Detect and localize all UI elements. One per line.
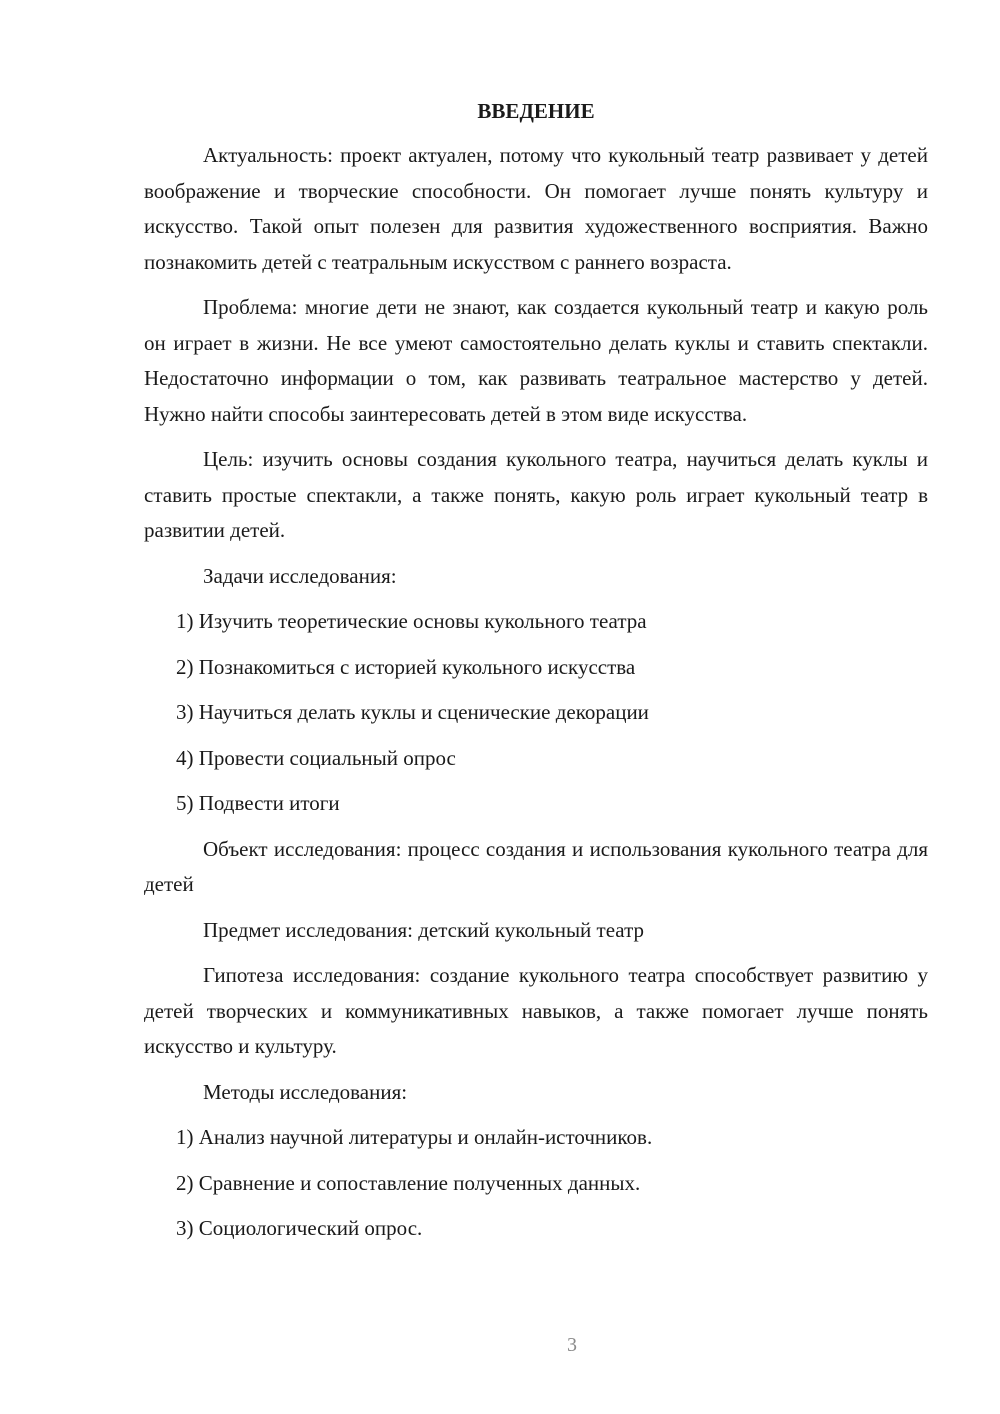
page-content	[144, 96, 928, 1257]
list-item: 5) Подвести итоги	[176, 791, 340, 815]
list-item: 1) Изучить теоретические основы кукольного театра	[176, 609, 647, 633]
object-paragraph: Объект исследования: процесс создания и использования кукольного театра для детей	[144, 836, 928, 896]
goal-paragraph: Цель: изучить основы создания кукольного театра, научиться делать куклы и ставить простые спектакли, а также понять, какую роль играет кукольный театр в развитии детей.	[144, 447, 928, 542]
tasks-label: Задачи исследования:	[203, 563, 397, 588]
list-item: 2) Сравнение и сопоставление полученных данных.	[176, 1170, 641, 1195]
tasks-list	[144, 604, 928, 822]
methods-label: Методы исследования:	[203, 1079, 408, 1104]
section-heading: ВВЕДЕНИЕ	[477, 99, 595, 123]
hypothesis-paragraph: Гипотеза исследования: создание кукольного театра способствует развитию у детей творческих и коммуникативных навыков, а также помогает лучше понять искусство и культуру.	[144, 963, 928, 1058]
subject-paragraph: Предмет исследования: детский кукольный театр	[203, 917, 645, 942]
list-item: 2) Познакомиться с историей кукольного искусства	[176, 654, 636, 679]
list-item: 3) Научиться делать куклы и сценические декорации	[176, 700, 649, 724]
list-item: 1) Анализ научной литературы и онлайн-источников.	[176, 1125, 653, 1149]
problem-paragraph: Проблема: многие дети не знают, как создается кукольный театр и какую роль он играет в жизни. Не все умеют самостоятельно делать куклы и ставить спектакли. Недостаточно информации о том, как развивать театральное мастерство у детей. Нужно найти способы заинтересовать детей в этом виде искусства.	[144, 295, 928, 426]
list-item: 4) Провести социальный опрос	[176, 745, 456, 770]
relevance-paragraph: Актуальность: проект актуален, потому что кукольный театр развивает у детей воображение и творческие способности. Он помогает лучше понять культуру и искусство. Такой опыт полезен для развития художественного восприятия. Важно познакомить детей с театральным искусством с раннего возраста.	[144, 143, 928, 274]
methods-list	[144, 1120, 928, 1247]
page-number: 3	[567, 1334, 577, 1356]
list-item: 3) Социологический опрос.	[176, 1216, 423, 1240]
